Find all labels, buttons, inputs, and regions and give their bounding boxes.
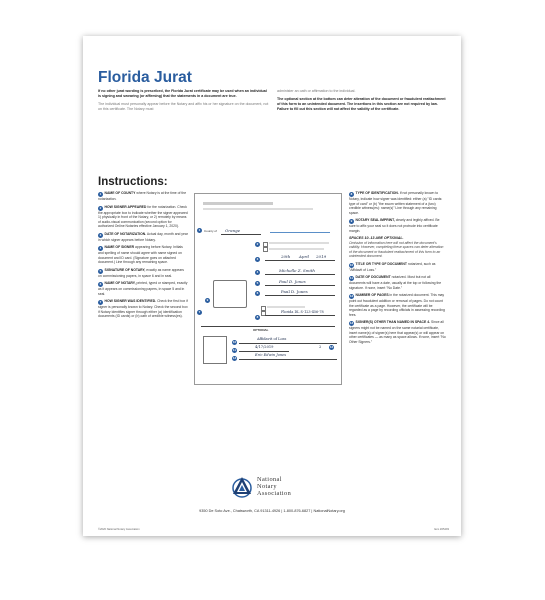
notary-signature-value: Paul D. Jones: [279, 279, 306, 284]
callout-badge: 4: [256, 270, 259, 274]
other-signers-value: Eric Edwin Jones: [255, 353, 287, 357]
step-heading: NAME OF COUNTY: [104, 191, 136, 195]
page-title: Florida Jurat: [98, 69, 192, 86]
county-label: County of: [204, 229, 217, 233]
instruction-step: [98, 205, 188, 229]
jurat-instruction-sheet: [83, 36, 461, 536]
notary-name-value: Paul D. Jones: [281, 289, 308, 294]
step-text: Since all signers might not be named on the same notarial certificate, insert name(s) of signer(s) here that appear(s) or will appear on other certificates — as many as space allows. If none, insert "No Other Signers.": [349, 320, 446, 344]
step-heading: NAME OF SIGNER: [104, 245, 135, 249]
intro-left-column: [98, 89, 270, 115]
optional-note-text: Omission of information here will not affect the document's validity. However, completing these spaces can deter alteration of the document or fraudulent reattachment of this form to an unintended document.: [349, 240, 444, 258]
instruction-step: [349, 218, 446, 233]
instruction-step: [98, 245, 188, 265]
step-heading: SIGNER(S) OTHER THAN NAMED IN SPACE 4.: [355, 320, 431, 324]
nna-logo: [229, 474, 333, 504]
document-title-value: Affidavit of Loss: [257, 337, 287, 341]
step-text: in the notarized document. This may point out fraudulent addition or removal of pages. Do not count the certificate as a page. However, the certificate will be regarded as a page by recording officials in assessing recording fees.: [349, 293, 445, 317]
optional-label: OPTIONAL: [253, 328, 269, 332]
instruction-step: [349, 275, 446, 290]
step-text: appearing before Notary. Initials and spelling of name should agree with name signed on document and ID card. (Signature goes on attached document.) Line through any remaining space.: [98, 245, 183, 264]
step-heading: TYPE OF IDENTIFICATION.: [355, 191, 399, 195]
intro-paragraph: The individual must personally appear before the Notary and affix his or her signature on the document, not on this certificate. The Notary must: [98, 101, 269, 112]
step-number-badge: 2: [99, 205, 102, 210]
instructions-left-column: [98, 191, 188, 322]
step-text: If not personally known to Notary, indicate how signer was identified: either (a) "ID cards: type of card" or (b) "the sworn written statement of a (two) credible witness(es): name(s)" Line through any remaining space.: [349, 191, 443, 215]
signer-name-value: Michelle Z. Smith: [279, 268, 316, 273]
step-heading: HOW SIGNER WAS IDENTIFIED.: [104, 299, 157, 303]
date-line: [265, 260, 335, 261]
step-heading: NOTARY SEAL IMPRINT,: [355, 218, 395, 222]
certificate-text-bar: [269, 242, 329, 244]
signer-rule: [270, 232, 330, 233]
county-value: Orange: [225, 228, 241, 233]
county-line: [221, 234, 261, 235]
step-number-badge: 1: [99, 192, 102, 196]
step-heading: SIGNATURE OF NOTARY,: [104, 267, 146, 272]
step-text: for the notarization. Check the appropriate box to indicate whether the signer appeared 1) physically in front of the Notary, or 2) remotely by means of audio-visual communication (second option for authorized Online Notaries effective January 1, 2020).: [98, 204, 188, 228]
step-heading: NAME OF NOTARY,: [104, 281, 136, 285]
step-number-badge: 11: [349, 276, 354, 280]
step-number-badge: 4: [99, 246, 102, 250]
callout-badge: 1: [198, 228, 201, 232]
document-date-line: [239, 351, 289, 352]
instruction-step: [349, 262, 446, 273]
other-signers-line: [239, 359, 337, 360]
footer-contact: 9350 De Soto Ave., Chatsworth, CA 91311-4926 | 1-800-876-6827 | NationalNotary.org: [199, 509, 345, 513]
step-number-badge: 9: [350, 219, 353, 223]
callout-badge: 2: [256, 242, 259, 246]
logo-line: Notary: [257, 483, 277, 490]
callout-badge: 5: [256, 281, 259, 285]
intro-paragraph: administer an oath or affirmation to the individual.: [277, 89, 356, 93]
instruction-step: [98, 232, 188, 243]
logo-line: Association: [257, 490, 292, 497]
date-month: April: [299, 254, 309, 259]
intro-paragraph: The optional section at the bottom can deter alteration of the document or fraudulent reattachment of this form to an unintended document. The insertions in this section are not required by law. Failure to fill out this section will not affect the validity of the certificate.: [277, 96, 446, 112]
thumbprint-box: [203, 336, 227, 364]
step-number-badge: 12: [349, 294, 354, 298]
instruction-step: [349, 320, 446, 344]
step-heading: DATE OF DOCUMENT: [355, 275, 391, 279]
page-count-value: 2: [319, 345, 322, 349]
step-text: Check the first box if signer is personally known to Notary. Check the second box if Notary identifies signer through either (a) identification documents (ID cards) or (b) oath of credible witness(es).: [98, 299, 188, 318]
certificate-text-bar: [267, 306, 305, 308]
intro-right-column: [277, 89, 447, 115]
sample-certificate: [194, 193, 342, 385]
step-number-badge: 6: [99, 282, 102, 286]
nna-emblem-icon: [229, 474, 255, 500]
callout-badge: 8: [256, 315, 259, 319]
step-text: Actual day, month and year in which signer appears before Notary.: [98, 231, 188, 242]
step-heading: TITLE OR TYPE OF DOCUMENT: [355, 261, 407, 266]
item-number: Item #25493: [434, 528, 449, 531]
step-text: printed, typed or stamped, exactly as it appears on commissioning papers, in space 5 and in seal.: [98, 281, 188, 296]
step-number-badge: 8: [350, 192, 353, 196]
step-text: exactly as name appears on commissioning papers, in space 6 and in seal.: [98, 267, 184, 278]
intro-paragraph: If no other jurat wording is prescribed, the Florida Jurat certificate may be used when an individual is signing and swearing (or affirming) that the statements in a document are true.: [98, 89, 267, 99]
document-title-line: [239, 343, 337, 344]
date-day: 20th: [281, 254, 291, 259]
step-number-badge: 7: [99, 300, 102, 304]
id-type-line: [265, 315, 335, 316]
instruction-step: [349, 191, 446, 215]
instruction-step: [98, 191, 188, 202]
checkbox: [263, 247, 268, 252]
callout-badge: 7: [198, 310, 201, 314]
optional-note-heading: SPACES 10–13 ARE OPTIONAL.: [349, 236, 404, 240]
step-number-badge: 10: [349, 262, 354, 267]
callout-badge: 11: [232, 348, 237, 352]
certificate-heading-bar: [203, 202, 273, 205]
step-text: notarized, such as "Affidavit of Loss.": [349, 261, 436, 272]
step-heading: NUMBER OF PAGES: [355, 293, 389, 297]
step-text: notarized. Most but not all documents will have a date, usually at the top or following the signature. If none, insert "No Date.": [349, 275, 442, 290]
instructions-heading: Instructions:: [98, 176, 168, 188]
instruction-step: [98, 299, 188, 319]
date-year: 2019: [316, 254, 327, 259]
callout-badge: 6: [256, 291, 259, 295]
optional-note: [349, 236, 446, 259]
signer-line: [265, 274, 335, 275]
callout-badge: 9: [206, 298, 209, 302]
notary-name-line: [265, 295, 335, 296]
step-heading: DATE OF NOTARIZATION.: [104, 231, 147, 236]
instruction-step: [98, 268, 188, 279]
certificate-text-bar: [203, 208, 313, 210]
callout-badge: 3: [256, 257, 259, 261]
callout-badge: 13: [232, 356, 237, 360]
instructions-right-column: [349, 191, 446, 347]
instruction-step: [98, 281, 188, 296]
step-number-badge: 5: [99, 268, 102, 273]
certificate-text-bar: [269, 248, 324, 250]
logo-line: National: [257, 476, 282, 483]
instruction-step: [349, 293, 446, 317]
notary-seal-area: [213, 280, 247, 308]
document-date-value: 4/17/2019: [255, 345, 274, 349]
step-text: clearly and legibly affixed. Be sure to affix your seal so it does not protrude into certificate margin.: [349, 218, 440, 233]
step-number-badge: 3: [99, 232, 102, 237]
callout-badge: 10: [232, 340, 237, 344]
callout-badge: 12: [329, 345, 334, 349]
section-divider: [201, 326, 335, 327]
step-text: where Notary is at the time of the notarization.: [98, 191, 187, 201]
step-number-badge: 13: [349, 321, 354, 325]
step-heading: HOW SIGNER APPEARED: [104, 204, 147, 209]
copyright: ©2020 National Notary Association: [98, 528, 140, 531]
nna-wordmark: [257, 476, 291, 497]
notary-signature-line: [265, 285, 335, 286]
id-type-value: Florida DL S-123-456-78: [281, 310, 324, 314]
